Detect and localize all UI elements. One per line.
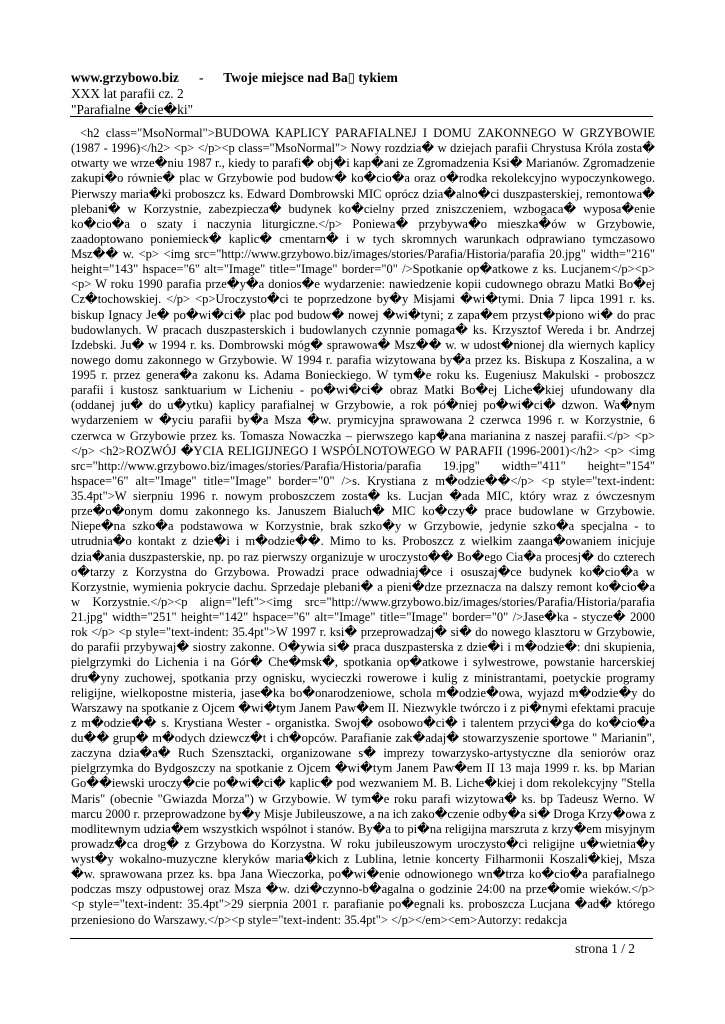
article-text: <h2 class="MsoNormal">BUDOWA KAPLICY PARAFIALNEJ I DOMU ZAKONNEGO W GRZYBOWIE (1987 - 1996)</h2> <p> </p><p class="MsoNormal"> Nowy rozdzia� w dziejach parafii Chrystusa Króla zosta� otwarty we wrze�niu 1987 r., kiedy to parafi� obj�i kap�ani ze Zgromadzenia Ksi� Marianów. Zgromadzenie zakupi�o równie� plac w Grzybowie pod budow� ko�cio�a oraz o�rodka rekolekcyjno wypoczynkowego. Pierwszy maria�ki proboszcz ks. Edward Dombrowski MIC oprócz dzia�alno�ci duszpasterskiej, remontowa� plebani� w Korzystnie, zabezpiecza� budynek ko�cielny przed zniszczeniem, wzbogaca� wyposa�enie ko�cio�a o szaty i naczynia liturgiczne.</p> Poniewa� przybywa�o mieszka�ów w Grzybowie, zaadoptowano poniemieck� kaplic� cmentarn� i w tych skromnych warunkach odprawiano tymczasowo Msz�� w. <p> <img src="http://www.grzybowo.biz/images/stories/Parafia/Historia/parafia 20.jpg" width="216" height="143" hspace="6" alt="Image" title="Image" border="0" />Spotkanie op�atkowe z ks. Lucjanem</p><p> <p> W roku 1990 parafia prze�y�a donios�e wydarzenie: nawiedzenie kopii cudownego obrazu Matki Bo�ej Cz�tochowskiej. </p> <p>Uroczysto�ci te poprzedzone by�y Misjami �wi�tymi. Dnia 7 lipca 1991 r. ks. biskup Ignacy Je� po�wi�ci� plac pod budow� nowej �wi�tyni; z zapa�em przyst�piono wi� do prac budowlanych. W pracach duszpasterskich i budowlanych czynnie pomaga� ks. Krzysztof Wereda i br. Andrzej Izdebski. Ju� w 1994 r. ks. Dombrowski móg� sprawowa� Msz�� w. w udost�nionej dla wiernych kaplicy nowego domu zakonnego w Grzybowie. W 1994 r. parafia wizytowana by�a przez ks. Biskupa z Koszalina, a w 1995 r. przez genera�a zakonu ks. Adama Bonieckiego. W tym�e roku ks. Eugeniusz Makulski - proboszcz parafii i kustosz sanktuarium w Licheniu - po�wi�ci� obraz Matki Bo�ej Liche�kiej ufundowany dla (oddanej ju� do u�ytku) kaplicy parafialnej w Grzybowie, a rok pó�niej po�wi�ci� dzwon. Wa�nym wydarzeniem w �yciu parafii by�a Msza �w. prymicyjna sprawowana 2 czerwca 1996 r. w Korzystnie, 6 czerwca w Grzybowie przez ks. Tomasza Nowaczka – pierwszego kap�ana marianina z naszej parafii.</p> <p> </p> <h2>ROZWÓJ �YCIA RELIGIJNEGO I WSPÓLNOTOWEGO W PARAFII (1996-2001)</h2> <p> <img src="http://www.grzybowo.biz/images/stories/Parafia/Historia/parafia 19.jpg" width="411" height="154" hspace="6" alt="Image" title="Image" border="0" />s. Krystiana z m�odzie��</p> <p style="text-indent: 35.4pt">W sierpniu 1996 r. nowym proboszczem zosta� ks. Lucjan �ada MIC, który wraz z ówczesnym prze�o�onym domu zakonnego ks. Januszem Bialuch� MIC ko�czy� prace budowlane w Grzybowie. Niepe�na szko�a podstawowa w Korzystnie, brak szko�y w Grzybowie, jedynie szko�a specjalna - to utrudnia�o kontakt z dzie�i i m�odzie��. Mimo to ks. Proboszcz z wielkim zaanga�owaniem inicjuje dzia�ania duszpasterskie, np. po raz pierwszy organizuje w uroczysto�� Bo�ego Cia�a procesj� do czterech o�tarzy z Korzystna do Grzybowa. Prowadzi prace odwadniaj�ce i osuszaj�ce budynek ko�cio�a w Korzystnie, wymienia pokrycie dachu. Sprzedaje plebani� a pieni�dze przeznacza na dalszy remont ko�cio�a w Korzystnie.</p><p align="left"><img src="http://www.grzybowo.biz/images/stories/Parafia/Historia/parafia 21.jpg" width="251" height="142" hspace="6" alt="Image" title="Image" border="0" />Jase�ka - stycze� 2000 rok </p> <p style="text-indent: 35.4pt">W 1997 r. ksi� przeprowadzaj� si� do nowego klasztoru w Grzybowie, do parafii przybywaj� siostry zakonne. O�ywia si� praca duszpasterska z dzie�i i m�odzie�: dni skupienia, pielgrzymki do Lichenia i na Gór� Che�msk�, spotkania op�atkowe i sylwestrowe, powstanie harcerskiej dru�yny zuchowej, spotkania przy ognisku, wycieczki rowerowe i kulig z ministrantami, poetyckie programy religijne, wielkopostne misteria, jase�ka bo�onarodzeniowe, schola m�odzie�owa, wyjazd m�odzie�y do Warszawy na spotkanie z Ojcem �wi�tym Janem Paw�em II. Niezwykle twórczo i z pi�nymi efektami pracuje z m�odzie�� s. Krystiana Wester - organistka. Swoj� osobowo�ci� i talentem przyci�ga do ko�cio�a du�� grup� m�odych dziewcz�t i ch�opców. Parafianie zak�adaj� stowarzyszenie sportowe " Marianin", zaczyna dzia�a� Ruch Szensztacki, organizowane s� imprezy towarzysko-artystyczne dla seniorów oraz pielgrzymka do Bydgoszczy na spotkanie z Ojcem �wi�tym Janem Paw�em II 13 maja 1999 r. ks. bp Marian Go��iewski uroczy�cie po�wi�ci� kaplic� pod wezwaniem M. B. Liche�kiej i dom rekolekcyjny "Stella Maris" (obecnie "Gwiazda Morza") w Grzybowie. W tym�e roku parafi wizytowa� ks. bp Tadeusz Werno. W marcu 2000 r. przeprowadzone by�y Misje Jubileuszowe, a na ich zako�czenie odby�a si� Droga Krzy�owa z modlitewnym udzia�em wszystkich wspólnot i stanów. By�a to pi�na religijna marszruta z krzy�em misyjnym prowadz�ca drog� z Grzybowa do Korzystna. W roku jubileuszowym uroczysto�ci religijne u�wietnia�y wyst�y wokalno-muzyczne kleryków maria�kich z Lublina, letnie koncerty Filharmonii Koszali�kiej, Msza �w. sprawowana przez ks. bpa Jana Wieczorka, po�wi�enie odnowionego wn�trza ko�cio�a parafialnego podczas mszy odpustowej oraz Msza �w. dzi�czynno-b�agalna o godzinie 24:00 na prze�omie wieków.</p> <p style="text-indent: 35.4pt">29 sierpnia 2001 r. parafianie po�egnali ks. proboszcza Lucjana �ad� którego przeniesiono do Warszawy.</p><p style="text-indent: 35.4pt"> </p></em><em>Autorzy: redakcja <box>71 126 655 927</box>
header-divider <box>70 116 653 117</box>
section-subtitle: "Parafialne �cie�ki" <box>71 101 194 117</box>
site-title-line <box>71 70 671 86</box>
footer-divider <box>70 938 653 939</box>
article-body <box>71 126 655 928</box>
section-title: XXX lat parafii cz. 2 <box>71 86 184 101</box>
site-url[interactable]: www.grzybowo.biz <box>71 70 179 85</box>
title-separator: - <box>198 70 204 85</box>
page-header <box>71 70 671 117</box>
site-tagline: Twoje miejsce nad Ba▯ tykiem <box>223 70 398 85</box>
page-number: strona 1 / 2 <box>575 941 635 956</box>
